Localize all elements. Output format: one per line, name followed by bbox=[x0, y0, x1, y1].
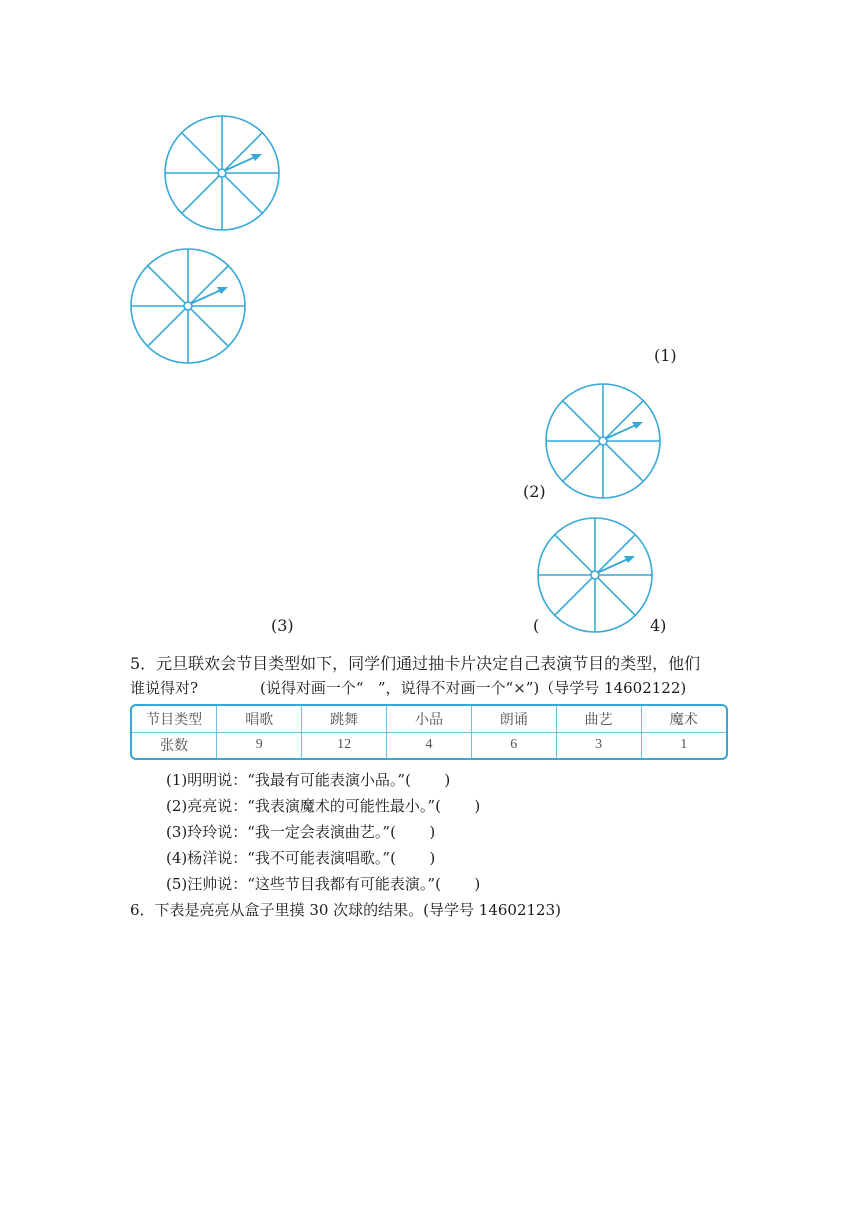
count-cell: 1 bbox=[641, 732, 726, 758]
arrow-icon bbox=[605, 422, 643, 439]
count-cell: 4 bbox=[387, 732, 472, 758]
program-type-table bbox=[130, 704, 728, 760]
category-cell: 朗诵 bbox=[471, 706, 556, 732]
spinner-label-3: (3) bbox=[271, 616, 294, 635]
table-row bbox=[132, 706, 726, 732]
q5-item-5: (5)汪帅说：“这些节目我都有可能表演。”( ) bbox=[166, 875, 481, 893]
count-cell: 9 bbox=[217, 732, 302, 758]
q6-text: 6．下表是亮亮从盒子里摸 30 次球的结果。(导学号 14602123) bbox=[130, 901, 561, 919]
q5-line-2: 谁说得对? (说得对画一个“ ”，说得不对画一个“×”)（导学号 14602122) bbox=[130, 679, 687, 697]
row-header-count: 张数 bbox=[132, 732, 217, 758]
arrow-icon bbox=[224, 154, 262, 171]
q5-item-2: (2)亮亮说：“我表演魔术的可能性最小。”( ) bbox=[166, 797, 481, 815]
spinner-label-2: (2) bbox=[523, 482, 546, 501]
q5-item-1: (1)明明说：“我最有可能表演小品。”( ) bbox=[166, 771, 451, 789]
spinner-label-1: (1) bbox=[654, 346, 677, 365]
spinner-4 bbox=[535, 515, 655, 635]
spinner-label-4-close: 4) bbox=[650, 616, 667, 635]
category-cell: 魔术 bbox=[641, 706, 726, 732]
category-cell: 小品 bbox=[387, 706, 472, 732]
row-header-type: 节目类型 bbox=[132, 706, 217, 732]
arrow-icon bbox=[190, 287, 228, 304]
table-row bbox=[132, 732, 726, 758]
spinner-label-4-open: ( bbox=[533, 616, 540, 635]
category-cell: 曲艺 bbox=[556, 706, 641, 732]
category-cell: 唱歌 bbox=[217, 706, 302, 732]
spinner-1 bbox=[162, 113, 282, 233]
arrow-icon bbox=[597, 556, 635, 573]
q5-item-4: (4)杨洋说：“我不可能表演唱歌。”( ) bbox=[166, 849, 436, 867]
count-cell: 12 bbox=[302, 732, 387, 758]
q5-item-3: (3)玲玲说：“我一定会表演曲艺。”( ) bbox=[166, 823, 436, 841]
count-cell: 6 bbox=[471, 732, 556, 758]
spinner-3 bbox=[543, 381, 663, 501]
count-cell: 3 bbox=[556, 732, 641, 758]
category-cell: 跳舞 bbox=[302, 706, 387, 732]
spinner-2 bbox=[128, 246, 248, 366]
q5-line-1: 5．元旦联欢会节目类型如下，同学们通过抽卡片决定自己表演节目的类型，他们 bbox=[130, 654, 701, 673]
